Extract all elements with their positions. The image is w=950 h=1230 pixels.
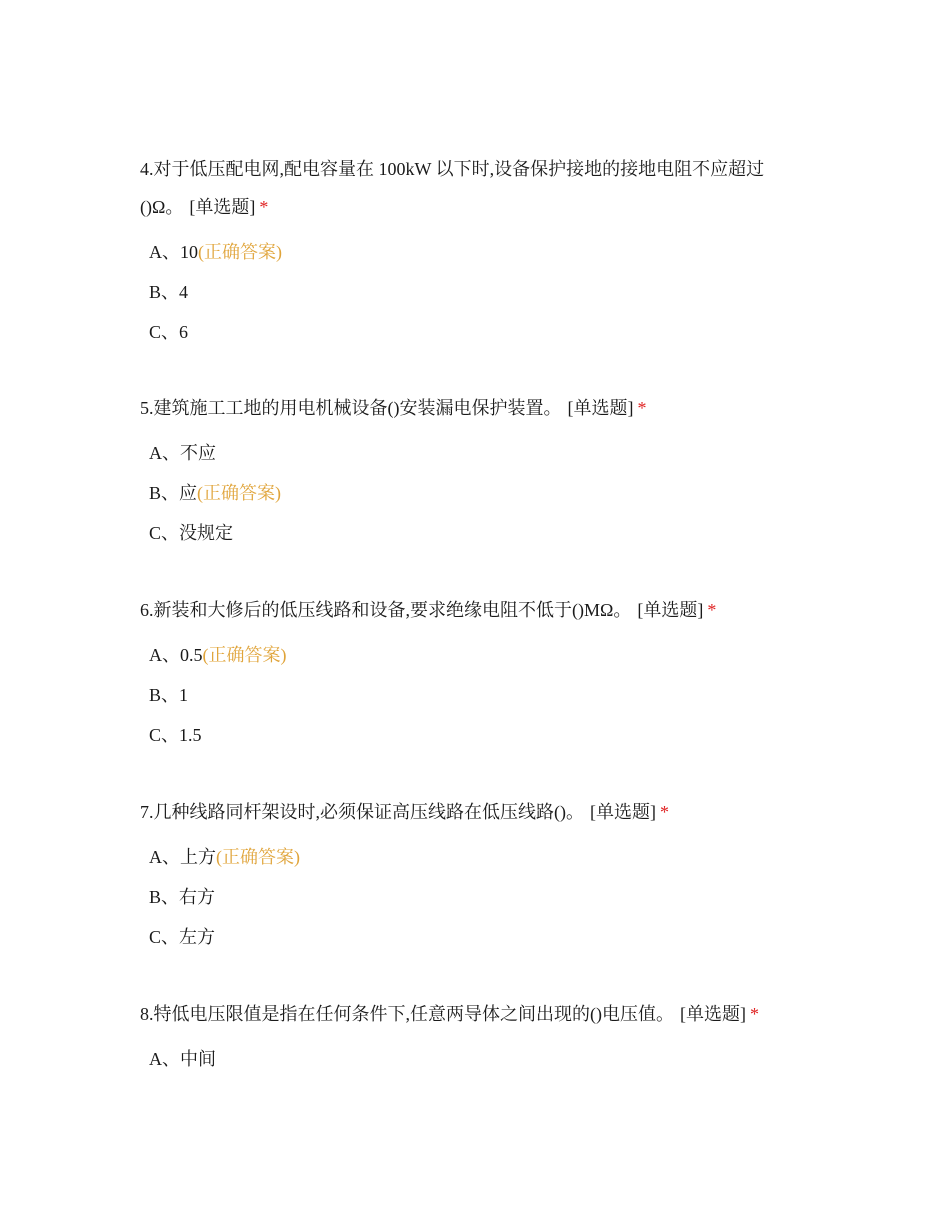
option-label: C、左方: [149, 927, 216, 947]
required-marker: *: [637, 398, 647, 418]
option-c[interactable]: [140, 917, 800, 957]
correct-answer-tag: (正确答案): [197, 483, 282, 503]
question-block: [140, 793, 800, 957]
option-label: B、1: [149, 685, 189, 705]
option-a[interactable]: [140, 232, 800, 272]
question-stem: 7.几种线路同杆架设时,必须保证高压线路在低压线路()。: [140, 802, 584, 822]
option-label: C、没规定: [149, 523, 234, 543]
required-marker: *: [750, 1004, 759, 1024]
question-type: [单选题]: [680, 1004, 746, 1024]
option-list: [140, 433, 800, 553]
option-label: A、0.5: [149, 645, 203, 665]
option-label: A、10: [149, 242, 198, 262]
question-block: [140, 995, 800, 1079]
correct-answer-tag: (正确答案): [216, 847, 300, 867]
option-b[interactable]: [140, 877, 800, 917]
option-label: A、上方: [149, 847, 216, 867]
option-c[interactable]: [140, 312, 800, 352]
required-marker: *: [259, 197, 269, 217]
question-block: [140, 389, 800, 553]
option-c[interactable]: [140, 513, 800, 553]
question-block: [140, 591, 800, 755]
option-a[interactable]: [140, 433, 800, 473]
question-stem: 6.新装和大修后的低压线路和设备,要求绝缘电阻不低于()MΩ。: [140, 600, 632, 620]
option-c[interactable]: [140, 715, 800, 755]
question-stem: 5.建筑施工工地的用电机械设备()安装漏电保护装置。: [140, 398, 562, 418]
question-text: [140, 389, 800, 427]
option-label: B、4: [149, 282, 189, 302]
question-text: [140, 150, 800, 226]
option-list: [140, 635, 800, 755]
correct-answer-tag: (正确答案): [198, 242, 282, 262]
question-type: [单选题]: [590, 802, 656, 822]
option-label: B、应: [149, 483, 198, 503]
question-type: [单选题]: [637, 600, 704, 620]
question-text: [140, 793, 800, 831]
required-marker: *: [660, 802, 669, 822]
question-stem: 4.对于低压配电网,配电容量在 100kW 以下时,设备保护接地的接地电阻不应超过()Ω。: [140, 159, 765, 217]
correct-answer-tag: (正确答案): [202, 645, 287, 665]
question-block: [140, 150, 800, 352]
option-a[interactable]: [140, 1039, 800, 1079]
option-label: C、1.5: [149, 725, 202, 745]
question-text: [140, 591, 800, 629]
option-label: A、不应: [149, 443, 216, 463]
question-type: [单选题]: [189, 197, 256, 217]
question-type: [单选题]: [567, 398, 634, 418]
option-b[interactable]: [140, 272, 800, 312]
option-list: [140, 837, 800, 957]
option-label: C、6: [149, 322, 189, 342]
option-label: A、中间: [149, 1049, 216, 1069]
required-marker: *: [707, 600, 717, 620]
option-a[interactable]: [140, 635, 800, 675]
option-b[interactable]: [140, 473, 800, 513]
option-b[interactable]: [140, 675, 800, 715]
option-list: [140, 232, 800, 352]
option-list: [140, 1039, 800, 1079]
option-label: B、右方: [149, 887, 216, 907]
question-stem: 8.特低电压限值是指在任何条件下,任意两导体之间出现的()电压值。: [140, 1004, 674, 1024]
question-text: [140, 995, 800, 1033]
option-a[interactable]: [140, 837, 800, 877]
